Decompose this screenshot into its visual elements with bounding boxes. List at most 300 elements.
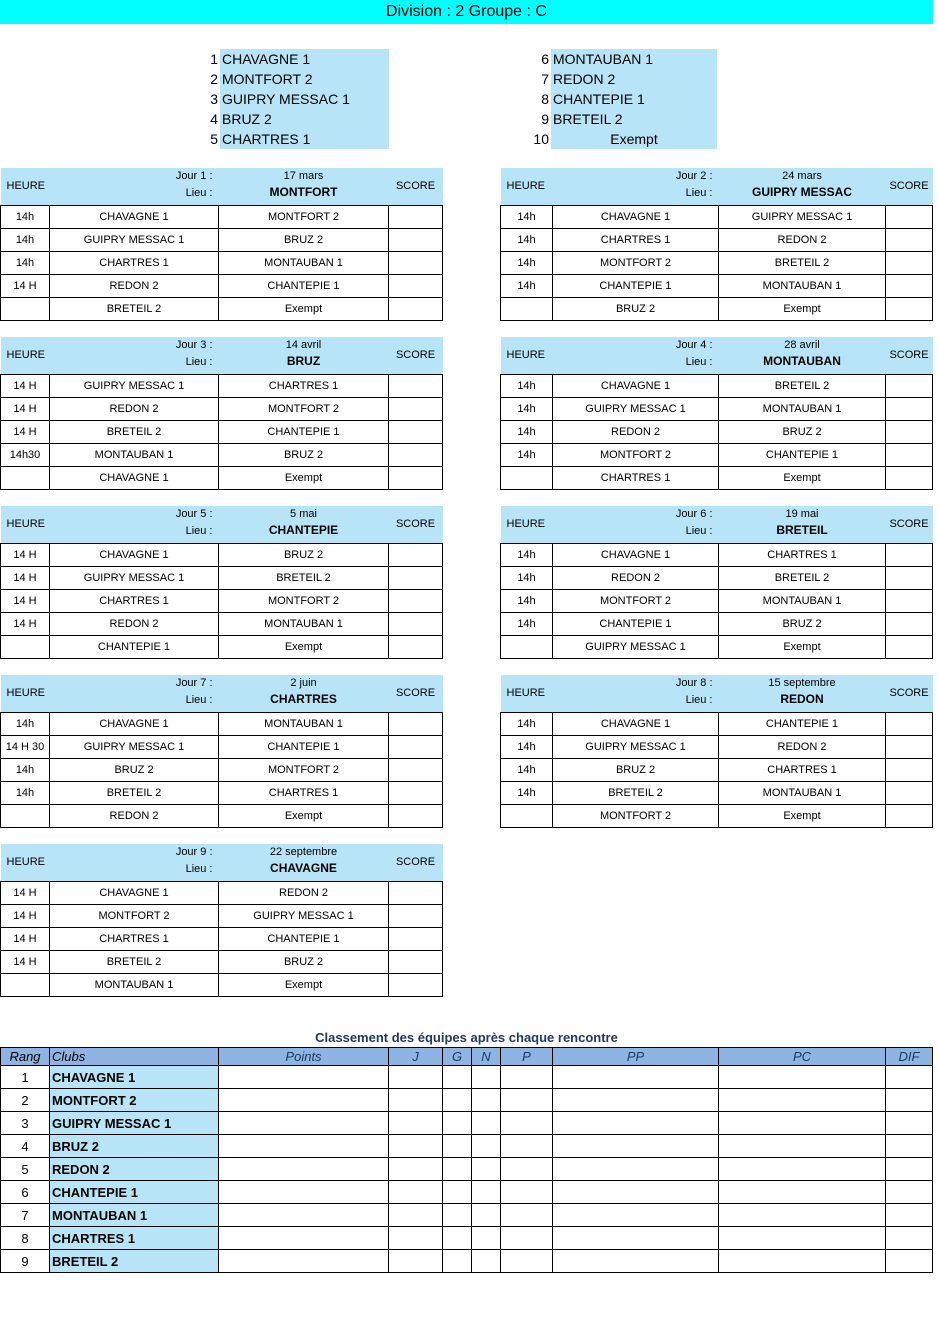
rank-number: 9 (1, 1250, 50, 1273)
rank-stat-cell[interactable] (389, 1066, 443, 1089)
team-number: 3 (210, 91, 218, 107)
rank-stat-cell[interactable] (472, 1089, 501, 1112)
away-team: BRUZ 2 (219, 228, 389, 251)
rank-stat-cell[interactable] (719, 1204, 886, 1227)
match-time: 14h (501, 443, 553, 466)
day-label-cell (50, 844, 219, 881)
day-label: Jour 1 : (175, 170, 213, 182)
rank-stat-cell[interactable] (501, 1112, 553, 1135)
team-number: 2 (210, 71, 218, 87)
away-team: REDON 2 (219, 881, 389, 904)
team-number: 8 (541, 91, 549, 107)
away-team: Exempt (219, 297, 389, 320)
rank-stat-cell[interactable] (472, 1250, 501, 1273)
match-row (1, 297, 443, 320)
match-place: CHAVAGNE (270, 861, 337, 875)
match-row (1, 443, 443, 466)
team-name: MONTAUBAN 1 (551, 49, 717, 69)
score-cell[interactable] (389, 973, 443, 996)
away-team: Exempt (219, 973, 389, 996)
match-place: REDON (780, 692, 824, 706)
score-cell[interactable] (389, 735, 443, 758)
match-row (1, 612, 443, 635)
rank-stat-cell[interactable] (886, 1181, 933, 1204)
rank-club: GUIPRY MESSAC 1 (50, 1112, 219, 1135)
date-place-cell (719, 337, 886, 374)
rank-stat-cell[interactable] (389, 1135, 443, 1158)
rank-number: 7 (1, 1204, 50, 1227)
rank-stat-cell[interactable] (389, 1181, 443, 1204)
match-row (501, 758, 933, 781)
home-team: GUIPRY MESSAC 1 (553, 735, 719, 758)
match-row (501, 635, 933, 658)
lieu-label: Lieu : (685, 187, 713, 199)
match-row (501, 205, 933, 228)
match-row (501, 443, 933, 466)
score-cell[interactable] (389, 397, 443, 420)
match-row (1, 804, 443, 827)
rank-stat-cell[interactable] (719, 1135, 886, 1158)
heure-header: HEURE (501, 506, 553, 543)
match-time (1, 804, 50, 827)
score-cell[interactable] (389, 374, 443, 397)
day-label-cell (50, 506, 219, 543)
score-cell[interactable] (389, 927, 443, 950)
home-team: CHARTRES 1 (50, 589, 219, 612)
score-cell[interactable] (389, 804, 443, 827)
match-day-header (1, 337, 443, 374)
rank-stat-cell[interactable] (472, 1227, 501, 1250)
match-time: 14h (1, 205, 50, 228)
match-day-header (1, 168, 443, 205)
rank-stat-cell[interactable] (443, 1227, 472, 1250)
match-time (501, 635, 553, 658)
match-time: 14h (501, 712, 553, 735)
match-row (1, 635, 443, 658)
home-team: MONTAUBAN 1 (50, 443, 219, 466)
away-team: BRETEIL 2 (719, 374, 886, 397)
home-team: GUIPRY MESSAC 1 (50, 735, 219, 758)
rank-stat-cell[interactable] (719, 1089, 886, 1112)
rank-stat-cell[interactable] (219, 1204, 389, 1227)
team-list-left (202, 49, 389, 149)
match-time: 14h (1, 251, 50, 274)
match-row (1, 566, 443, 589)
score-cell[interactable] (389, 589, 443, 612)
match-row (1, 397, 443, 420)
heure-header: HEURE (501, 168, 553, 205)
away-team: Exempt (719, 635, 886, 658)
match-row (1, 973, 443, 996)
team-name: REDON 2 (551, 69, 717, 89)
score-header: SCORE (389, 844, 443, 881)
date-place-cell (219, 675, 389, 712)
match-row (1, 420, 443, 443)
match-row (501, 804, 933, 827)
ranking-header-cell: P (501, 1048, 553, 1066)
score-cell[interactable] (886, 274, 933, 297)
score-header: SCORE (389, 675, 443, 712)
score-cell[interactable] (389, 443, 443, 466)
ranking-header-cell: Points (219, 1048, 389, 1066)
rank-stat-cell[interactable] (719, 1112, 886, 1135)
score-cell[interactable] (389, 566, 443, 589)
away-team: REDON 2 (719, 228, 886, 251)
team-entry (202, 89, 389, 109)
match-time: 14h (501, 781, 553, 804)
rank-stat-cell[interactable] (472, 1135, 501, 1158)
day-label: Jour 3 : (175, 339, 213, 351)
score-cell[interactable] (389, 420, 443, 443)
score-cell[interactable] (389, 205, 443, 228)
rank-stat-cell[interactable] (719, 1250, 886, 1273)
match-row (501, 420, 933, 443)
score-cell[interactable] (886, 735, 933, 758)
match-time (501, 804, 553, 827)
match-row (501, 781, 933, 804)
score-cell[interactable] (389, 758, 443, 781)
match-time: 14h (501, 735, 553, 758)
home-team: BRUZ 2 (553, 758, 719, 781)
match-row (1, 758, 443, 781)
rank-stat-cell[interactable] (472, 1181, 501, 1204)
score-cell[interactable] (389, 466, 443, 489)
score-cell[interactable] (886, 612, 933, 635)
rank-stat-cell[interactable] (219, 1250, 389, 1273)
score-cell[interactable] (389, 228, 443, 251)
score-cell[interactable] (389, 543, 443, 566)
match-row (501, 297, 933, 320)
rank-stat-cell[interactable] (719, 1181, 886, 1204)
date-place-cell (219, 168, 389, 205)
score-cell[interactable] (886, 543, 933, 566)
away-team: CHANTEPIE 1 (219, 927, 389, 950)
away-team: Exempt (219, 804, 389, 827)
away-team: MONTAUBAN 1 (219, 612, 389, 635)
home-team: MONTFORT 2 (553, 443, 719, 466)
rank-stat-cell[interactable] (389, 1227, 443, 1250)
team-entry (533, 109, 717, 129)
home-team: CHARTRES 1 (50, 251, 219, 274)
match-row (501, 712, 933, 735)
rank-stat-cell[interactable] (389, 1204, 443, 1227)
home-team: CHAVAGNE 1 (553, 205, 719, 228)
rank-stat-cell[interactable] (389, 1089, 443, 1112)
away-team: CHANTEPIE 1 (219, 274, 389, 297)
rank-stat-cell[interactable] (553, 1089, 719, 1112)
rank-stat-cell[interactable] (219, 1227, 389, 1250)
match-time: 14 H 30 (1, 735, 50, 758)
score-cell[interactable] (389, 274, 443, 297)
home-team: REDON 2 (50, 274, 219, 297)
rank-stat-cell[interactable] (219, 1066, 389, 1089)
rank-number: 6 (1, 1181, 50, 1204)
home-team: CHARTRES 1 (553, 466, 719, 489)
rank-stat-cell[interactable] (501, 1227, 553, 1250)
rank-stat-cell[interactable] (472, 1112, 501, 1135)
rank-stat-cell[interactable] (886, 1135, 933, 1158)
score-cell[interactable] (886, 804, 933, 827)
team-number: 5 (210, 131, 218, 147)
rank-stat-cell[interactable] (886, 1227, 933, 1250)
away-team: REDON 2 (719, 735, 886, 758)
rank-stat-cell[interactable] (443, 1158, 472, 1181)
home-team: BRETEIL 2 (50, 297, 219, 320)
rank-stat-cell[interactable] (501, 1135, 553, 1158)
ranking-header-cell: PP (553, 1048, 719, 1066)
match-row (501, 589, 933, 612)
rank-stat-cell[interactable] (501, 1204, 553, 1227)
rank-stat-cell[interactable] (443, 1066, 472, 1089)
heure-header: HEURE (501, 675, 553, 712)
rank-stat-cell[interactable] (219, 1135, 389, 1158)
home-team: CHANTEPIE 1 (553, 612, 719, 635)
rank-stat-cell[interactable] (472, 1066, 501, 1089)
rank-stat-cell[interactable] (886, 1250, 933, 1273)
rank-stat-cell[interactable] (501, 1250, 553, 1273)
rank-stat-cell[interactable] (443, 1135, 472, 1158)
team-name: CHARTRES 1 (220, 129, 389, 149)
rank-stat-cell[interactable] (219, 1181, 389, 1204)
rank-stat-cell[interactable] (389, 1112, 443, 1135)
rank-stat-cell[interactable] (389, 1250, 443, 1273)
rank-stat-cell[interactable] (719, 1158, 886, 1181)
rank-stat-cell[interactable] (472, 1158, 501, 1181)
score-cell[interactable] (389, 881, 443, 904)
away-team: Exempt (219, 635, 389, 658)
match-time: 14h (501, 374, 553, 397)
ranking-header-cell: Clubs (50, 1048, 219, 1066)
score-cell[interactable] (886, 374, 933, 397)
rank-stat-cell[interactable] (553, 1250, 719, 1273)
rank-stat-cell[interactable] (501, 1158, 553, 1181)
rank-stat-cell[interactable] (219, 1158, 389, 1181)
score-cell[interactable] (886, 781, 933, 804)
home-team: GUIPRY MESSAC 1 (50, 566, 219, 589)
lieu-label: Lieu : (685, 694, 713, 706)
team-list-right (533, 49, 717, 149)
score-cell[interactable] (886, 566, 933, 589)
home-team: CHAVAGNE 1 (553, 712, 719, 735)
match-day-table (500, 337, 933, 490)
rank-stat-cell[interactable] (886, 1112, 933, 1135)
match-place: CHARTRES (270, 692, 337, 706)
team-name: BRETEIL 2 (551, 109, 717, 129)
ranking-header-cell: G (443, 1048, 472, 1066)
score-cell[interactable] (389, 950, 443, 973)
away-team: MONTAUBAN 1 (719, 274, 886, 297)
rank-stat-cell[interactable] (719, 1066, 886, 1089)
score-cell[interactable] (886, 251, 933, 274)
day-label-cell (50, 337, 219, 374)
rank-stat-cell[interactable] (886, 1089, 933, 1112)
match-day-table (0, 844, 443, 997)
day-label-cell (50, 675, 219, 712)
match-row (1, 950, 443, 973)
home-team: BRETEIL 2 (50, 950, 219, 973)
away-team: CHANTEPIE 1 (719, 443, 886, 466)
match-day-header (501, 506, 933, 543)
rank-stat-cell[interactable] (553, 1227, 719, 1250)
match-day-table (0, 168, 443, 321)
score-cell[interactable] (886, 635, 933, 658)
team-entry (533, 49, 717, 69)
lieu-label: Lieu : (185, 525, 213, 537)
rank-stat-cell[interactable] (443, 1204, 472, 1227)
rank-stat-cell[interactable] (219, 1089, 389, 1112)
day-label: Jour 9 : (175, 846, 213, 858)
match-row (1, 881, 443, 904)
team-name: CHAVAGNE 1 (220, 49, 389, 69)
away-team: CHARTRES 1 (719, 543, 886, 566)
match-day-table (500, 168, 933, 321)
rank-number: 2 (1, 1089, 50, 1112)
away-team: CHARTRES 1 (219, 781, 389, 804)
rank-stat-cell[interactable] (443, 1112, 472, 1135)
day-label-cell (553, 675, 719, 712)
rank-stat-cell[interactable] (886, 1066, 933, 1089)
page-title: Division : 2 Groupe : C (0, 0, 933, 24)
match-time: 14h (501, 397, 553, 420)
away-team: MONTAUBAN 1 (719, 397, 886, 420)
score-cell[interactable] (886, 205, 933, 228)
team-number: 1 (210, 51, 218, 67)
match-place: CHANTEPIE (268, 523, 339, 537)
home-team: CHAVAGNE 1 (553, 543, 719, 566)
day-label: Jour 4 : (675, 339, 713, 351)
match-place: GUIPRY MESSAC (751, 185, 853, 199)
heure-header: HEURE (501, 337, 553, 374)
team-number: 7 (541, 71, 549, 87)
match-time: 14h (501, 251, 553, 274)
rank-stat-cell[interactable] (553, 1204, 719, 1227)
rank-stat-cell[interactable] (886, 1158, 933, 1181)
home-team: CHAVAGNE 1 (50, 881, 219, 904)
rank-stat-cell[interactable] (553, 1066, 719, 1089)
match-day-header (501, 168, 933, 205)
match-time: 14h (1, 712, 50, 735)
score-cell[interactable] (389, 612, 443, 635)
home-team: GUIPRY MESSAC 1 (553, 397, 719, 420)
rank-stat-cell[interactable] (389, 1158, 443, 1181)
match-date: 17 mars (283, 170, 324, 182)
team-number: 4 (210, 111, 218, 127)
rank-stat-cell[interactable] (501, 1181, 553, 1204)
rank-stat-cell[interactable] (553, 1112, 719, 1135)
team-name: MONTFORT 2 (220, 69, 389, 89)
match-time: 14h (501, 758, 553, 781)
score-cell[interactable] (886, 443, 933, 466)
team-name: Exempt (551, 129, 717, 149)
away-team: MONTFORT 2 (219, 205, 389, 228)
match-row (1, 374, 443, 397)
score-cell[interactable] (389, 781, 443, 804)
score-cell[interactable] (886, 758, 933, 781)
score-header: SCORE (886, 337, 933, 374)
rank-club: BRETEIL 2 (50, 1250, 219, 1273)
match-row (501, 543, 933, 566)
match-time: 14h (1, 228, 50, 251)
rank-club: MONTAUBAN 1 (50, 1204, 219, 1227)
home-team: GUIPRY MESSAC 1 (553, 635, 719, 658)
score-cell[interactable] (886, 228, 933, 251)
rank-stat-cell[interactable] (501, 1089, 553, 1112)
match-time: 14 H (1, 927, 50, 950)
score-header: SCORE (389, 337, 443, 374)
lieu-label: Lieu : (685, 356, 713, 368)
rank-stat-cell[interactable] (719, 1227, 886, 1250)
score-cell[interactable] (389, 712, 443, 735)
score-header: SCORE (389, 506, 443, 543)
home-team: BRETEIL 2 (50, 420, 219, 443)
rank-stat-cell[interactable] (501, 1066, 553, 1089)
team-number: 10 (533, 131, 549, 147)
score-cell[interactable] (886, 420, 933, 443)
rank-club: REDON 2 (50, 1158, 219, 1181)
team-number: 6 (541, 51, 549, 67)
ranking-title: Classement des équipes après chaque rencontre (315, 1030, 618, 1045)
home-team: CHAVAGNE 1 (50, 543, 219, 566)
rank-number: 5 (1, 1158, 50, 1181)
home-team: BRUZ 2 (553, 297, 719, 320)
match-day-header (1, 675, 443, 712)
home-team: REDON 2 (50, 612, 219, 635)
rank-stat-cell[interactable] (219, 1112, 389, 1135)
score-cell[interactable] (886, 712, 933, 735)
match-day-table (500, 675, 933, 828)
rank-stat-cell[interactable] (472, 1204, 501, 1227)
score-cell[interactable] (389, 297, 443, 320)
rank-stat-cell[interactable] (886, 1204, 933, 1227)
rank-club: CHARTRES 1 (50, 1227, 219, 1250)
day-label-cell (553, 506, 719, 543)
score-cell[interactable] (389, 904, 443, 927)
ranking-header-cell: J (389, 1048, 443, 1066)
away-team: Exempt (719, 297, 886, 320)
rank-number: 4 (1, 1135, 50, 1158)
rank-stat-cell[interactable] (443, 1250, 472, 1273)
rank-stat-cell[interactable] (553, 1158, 719, 1181)
score-cell[interactable] (886, 397, 933, 420)
team-name: BRUZ 2 (220, 109, 389, 129)
away-team: BRUZ 2 (219, 443, 389, 466)
away-team: CHARTRES 1 (719, 758, 886, 781)
rank-stat-cell[interactable] (443, 1089, 472, 1112)
score-cell[interactable] (389, 635, 443, 658)
day-label-cell (553, 337, 719, 374)
match-row (501, 566, 933, 589)
team-entry (533, 69, 717, 89)
match-row (1, 589, 443, 612)
match-time (1, 635, 50, 658)
team-entry (202, 69, 389, 89)
match-time (1, 466, 50, 489)
rank-stat-cell[interactable] (443, 1181, 472, 1204)
day-label: Jour 6 : (675, 508, 713, 520)
score-cell[interactable] (886, 297, 933, 320)
ranking-row (1, 1112, 933, 1135)
rank-stat-cell[interactable] (553, 1135, 719, 1158)
away-team: BRETEIL 2 (719, 566, 886, 589)
rank-stat-cell[interactable] (553, 1181, 719, 1204)
score-cell[interactable] (886, 589, 933, 612)
score-cell[interactable] (389, 251, 443, 274)
away-team: BRUZ 2 (219, 543, 389, 566)
day-label: Jour 5 : (175, 508, 213, 520)
score-cell[interactable] (886, 466, 933, 489)
match-time: 14h30 (1, 443, 50, 466)
home-team: MONTAUBAN 1 (50, 973, 219, 996)
